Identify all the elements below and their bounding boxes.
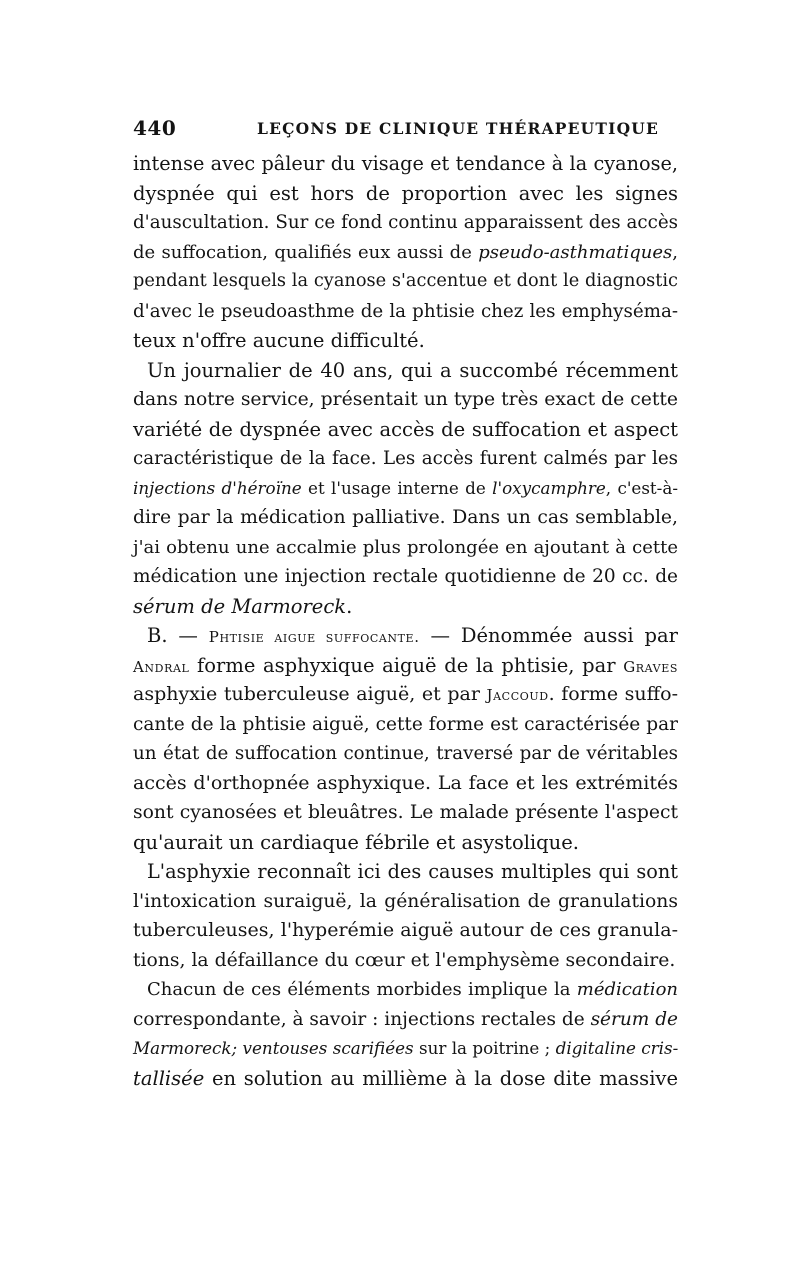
body-text — [133, 149, 678, 1093]
text-line: d'auscultation. Sur ce fond continu apparaissent des accès — [133, 212, 678, 233]
text-line: qu'aurait un cardiaque fébrile et asystolique. — [133, 830, 579, 854]
text-line: accès d'orthopnée asphyxique. La face et les extrémités — [133, 771, 678, 794]
section-heading-line: B. — Phtisie aigue suffocante. — Dénommée aussi par — [147, 624, 678, 647]
text-line: teux n'offre aucune difficulté. — [133, 329, 425, 352]
page-number: 440 — [133, 116, 177, 140]
text-line: dire par la médication palliative. Dans un cas semblable, — [133, 507, 678, 528]
text-line: médication une injection rectale quotidienne de 20 cc. de — [133, 566, 678, 587]
text-line: dans notre service, présentait un type très exact de cette — [133, 389, 678, 410]
text-line: intense avec pâleur du visage et tendance à la cyanose, — [133, 152, 678, 175]
text-line: de suffocation, qualifiés eux aussi de pseudo-asthmatiques, — [133, 241, 678, 263]
text-line: pendant lesquels la cyanose s'accentue et dont le diagnostic — [133, 271, 678, 291]
text-line: variété de dyspnée avec accès de suffocation et aspect — [133, 417, 678, 441]
text-line: sérum de Marmoreck. — [133, 594, 353, 618]
text-line: cante de la phtisie aiguë, cette forme est caractérisée par — [133, 713, 678, 735]
text-line: un état de suffocation continue, traversé par de véritables — [133, 743, 678, 764]
text-line: tuberculeuses, l'hyperémie aiguë autour de ces granula- — [133, 919, 678, 941]
text-line: correspondante, à savoir : injections rectales de sérum de — [133, 1008, 678, 1030]
text-line: Marmoreck; ventouses scarifiées sur la poitrine ; digitaline cris- — [133, 1038, 679, 1058]
text-line: injections d'héroïne et l'usage interne de l'oxycamphre, c'est-à- — [133, 477, 678, 498]
page-header — [133, 116, 678, 142]
text-line: tallisée en solution au millième à la dose dite massive — [133, 1066, 678, 1090]
text-line: sont cyanosées et bleuâtres. Le malade présente l'aspect — [133, 802, 678, 823]
text-line: L'asphyxie reconnaît ici des causes multiples qui sont — [147, 860, 678, 883]
text-line: d'avec le pseudoasthme de la phtisie chez les emphyséma- — [133, 300, 678, 322]
text-line: j'ai obtenu une accalmie plus prolongée en ajoutant à cette — [133, 536, 678, 558]
text-line: Un journalier de 40 ans, qui a succombé récemment — [147, 358, 678, 382]
text-line: caractéristique de la face. Les accès furent calmés par les — [133, 448, 678, 469]
text-line: tions, la défaillance du cœur et l'emphysème secondaire. — [133, 949, 676, 971]
text-line: Chacun de ces éléments morbides implique la médication — [147, 979, 678, 1000]
text-line: asphyxie tuberculeuse aiguë, et par Jaccoud. forme suffo- — [133, 683, 678, 705]
text-line: dyspnée qui est hors de proportion avec les signes — [133, 181, 678, 205]
text-line: l'intoxication suraiguë, la généralisation de granulations — [133, 890, 678, 912]
running-title: LEÇONS DE CLINIQUE THÉRAPEUTIQUE — [257, 119, 659, 138]
text-line: Andral forme asphyxique aiguë de la phtisie, par Graves — [133, 653, 678, 677]
